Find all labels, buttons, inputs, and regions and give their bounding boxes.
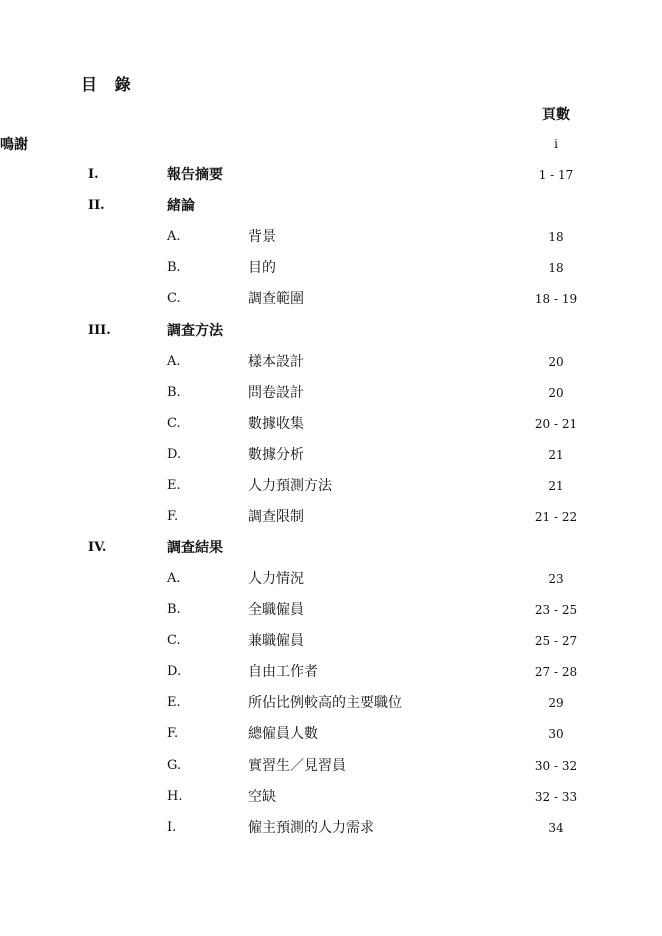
subsection-letter: C. — [167, 416, 181, 431]
subsection-letter: I. — [167, 820, 177, 835]
toc-row-subsection — [0, 475, 662, 497]
toc-row-section — [0, 537, 662, 559]
toc-row-section — [0, 195, 662, 217]
subsection-title: 調查範圍 — [248, 291, 304, 307]
section-number: III. — [88, 323, 111, 338]
toc-row-subsection — [0, 568, 662, 590]
subsection-title: 樣本設計 — [248, 354, 304, 370]
toc-row-subsection — [0, 661, 662, 683]
toc-row-subsection — [0, 817, 662, 839]
subsection-letter: D. — [167, 664, 182, 679]
toc-row-subsection — [0, 723, 662, 745]
toc-row-subsection — [0, 257, 662, 279]
subsection-letter: E. — [167, 478, 181, 493]
toc-row-subsection — [0, 413, 662, 435]
toc-heading: 目 錄 — [81, 75, 137, 94]
acknowledgement-title: 鳴謝 — [0, 137, 28, 153]
toc-page-number: 34 — [548, 821, 564, 835]
subsection-letter: B. — [167, 385, 181, 400]
subsection-letter: A. — [167, 354, 181, 369]
toc-row-section — [0, 164, 662, 186]
section-title: 報告摘要 — [167, 167, 223, 183]
toc-page-number: 20 — [548, 355, 564, 369]
subsection-title: 僱主預測的人力需求 — [248, 820, 374, 836]
toc-page-number: 30 - 32 — [534, 759, 578, 773]
toc-page-number: 21 — [548, 448, 564, 462]
toc-page-number: 29 — [548, 696, 564, 710]
subsection-letter: C. — [167, 291, 181, 306]
toc-page-number: 32 - 33 — [534, 790, 578, 804]
subsection-title: 數據收集 — [248, 416, 304, 432]
page-column-title: 頁數 — [542, 107, 570, 123]
subsection-letter: F. — [167, 509, 179, 524]
toc-page-number: 18 - 19 — [534, 292, 578, 306]
subsection-letter: B. — [167, 602, 181, 617]
subsection-title: 全職僱員 — [248, 602, 304, 618]
section-number: I. — [88, 167, 99, 182]
toc-page-number: 25 - 27 — [534, 634, 578, 648]
subsection-title: 空缺 — [248, 789, 276, 805]
subsection-title: 目的 — [248, 260, 276, 276]
subsection-title: 調查限制 — [248, 509, 304, 525]
subsection-title: 自由工作者 — [248, 664, 318, 680]
toc-page-number: 30 — [548, 727, 564, 741]
subsection-letter: C. — [167, 633, 181, 648]
toc-page-number: 20 — [548, 386, 564, 400]
toc-row-subsection — [0, 382, 662, 404]
subsection-letter: A. — [167, 571, 181, 586]
subsection-title: 問卷設計 — [248, 385, 304, 401]
subsection-title: 所佔比例較高的主要職位 — [248, 695, 402, 711]
subsection-letter: F. — [167, 726, 179, 741]
toc-page-number: 21 — [548, 479, 564, 493]
toc-row-acknowledgement — [0, 133, 662, 155]
section-title: 緒論 — [167, 198, 195, 214]
toc-row-subsection — [0, 786, 662, 808]
subsection-title: 人力情況 — [248, 571, 304, 587]
section-number: IV. — [88, 540, 107, 555]
toc-row-subsection — [0, 288, 662, 310]
toc-row-subsection — [0, 630, 662, 652]
subsection-letter: A. — [167, 229, 181, 244]
toc-row-section — [0, 320, 662, 342]
toc-page-number: 1 - 17 — [538, 168, 574, 182]
toc-page-number: 21 - 22 — [534, 510, 578, 524]
toc-row-subsection — [0, 506, 662, 528]
subsection-title: 背景 — [248, 229, 276, 245]
toc-row-subsection — [0, 226, 662, 248]
subsection-letter: B. — [167, 260, 181, 275]
toc-row-subsection — [0, 599, 662, 621]
toc-page-number: 20 - 21 — [534, 417, 578, 431]
subsection-letter: G. — [167, 758, 182, 773]
toc-row-subsection — [0, 444, 662, 466]
toc-page-number: 18 — [548, 261, 564, 275]
subsection-letter: H. — [167, 789, 183, 804]
toc-row-subsection — [0, 755, 662, 777]
toc-page-number: 27 - 28 — [534, 665, 578, 679]
toc-page-number: i — [554, 137, 558, 151]
subsection-letter: D. — [167, 447, 182, 462]
toc-page-number: 18 — [548, 230, 564, 244]
subsection-title: 兼職僱員 — [248, 633, 304, 649]
subsection-letter: E. — [167, 695, 181, 710]
subsection-title: 實習生／見習員 — [248, 758, 346, 774]
section-title: 調查方法 — [167, 323, 223, 339]
subsection-title: 人力預測方法 — [248, 478, 332, 494]
toc-page-number: 23 — [548, 572, 564, 586]
subsection-title: 數據分析 — [248, 447, 304, 463]
subsection-title: 總僱員人數 — [248, 726, 318, 742]
section-number: II. — [88, 198, 105, 213]
toc-row-subsection — [0, 351, 662, 373]
toc-row-subsection — [0, 692, 662, 714]
section-title: 調查結果 — [167, 540, 223, 556]
toc-page-number: 23 - 25 — [534, 603, 578, 617]
